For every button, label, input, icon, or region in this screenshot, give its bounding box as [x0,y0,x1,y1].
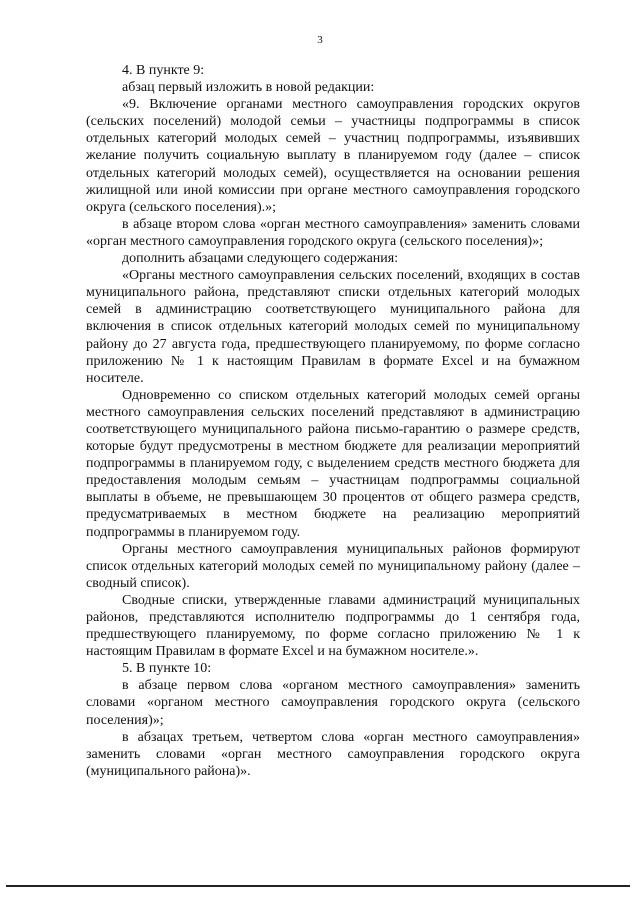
paragraph-rural-settlements-lists: «Органы местного самоуправления сельских поселений, входящих в состав муниципального района, представляют списки отдельных категорий молодых семей в администрацию соответствующего муниципального района для включения в список отдельных категорий молодых семей по муниципальному району до 27 августа года, предшествующего планируемому, по форме согласно приложению № 1 к настоящим Правилам в формате Excel и на бумажном носителе. [86,268,580,386]
paragraph-add-abzacs-instruction: дополнить абзацами следующего содержания: [122,251,399,267]
paragraph-summary-list: Органы местного самоуправления муниципальных районов формируют список отдельных категорий молодых семей по муниципальному району (далее – сводный список). [86,541,580,591]
paragraph-item-4-heading: 4. В пункте 9: [122,63,205,78]
paragraph-item-10-first-abzac: в абзаце первом слова «органом местного самоуправления» заменить словами «органом местного самоуправления городского округа (сельского поселения)»; [86,678,580,728]
paragraph-second-abzac-instruction: в абзаце втором слова «орган местного самоуправления» заменить словами «орган местного самоуправления городского округа (сельского поселения)»; [86,216,580,249]
page-number: 3 [317,34,323,46]
paragraph-new-item-9-text: «9. Включение органами местного самоуправления городских округов (сельских поселений) молодой семьи – участницы подпрограммы в список отдельных категорий молодых семей – участниц подпрограммы, изъявивших желание получить социальную выплату в планируемом году (далее – список отдельных категорий молодых семей), осуществляется на основании решения жилищной или иной комиссии при органе местного самоуправления городского округа (сельского поселения).»; [86,97,580,215]
paragraph-summary-lists-submission: Сводные списки, утвержденные главами администраций муниципальных районов, представляются исполнителю подпрограммы до 1 сентября года, предшествующего планируемому, по форме согласно приложению № 1 к настоящим Правилам в формате Excel и на бумажном носителе.». [86,592,580,660]
document-body [86,62,580,780]
paragraph-guarantee-letter: Одновременно со списком отдельных категорий молодых семей органы местного самоуправления сельских поселений представляют в администрацию соответствующего муниципального района письмо-гарантию о размере средств, которые будут предусмотрены в местном бюджете для реализации мероприятий подпрограммы в планируемом году, с выделением средств местного бюджета для предоставления молодым семьям – участницам подпрограммы социальной выплаты в объеме, не превышающем 30 процентов от общего размера средств, предусматриваемых в местном бюджете на реализацию мероприятий подпрограммы в планируемом году. [86,387,580,540]
paragraph-item-10-third-fourth-abzac: в абзацах третьем, четвертом слова «орган местного самоуправления» заменить словами «орган местного самоуправления городского округа (муниципального района)». [86,729,580,779]
paragraph-first-abzac-instruction: абзац первый изложить в новой редакции: [122,80,375,96]
paragraph-item-5-heading: 5. В пункте 10: [122,661,212,677]
bottom-rule [6,885,630,887]
